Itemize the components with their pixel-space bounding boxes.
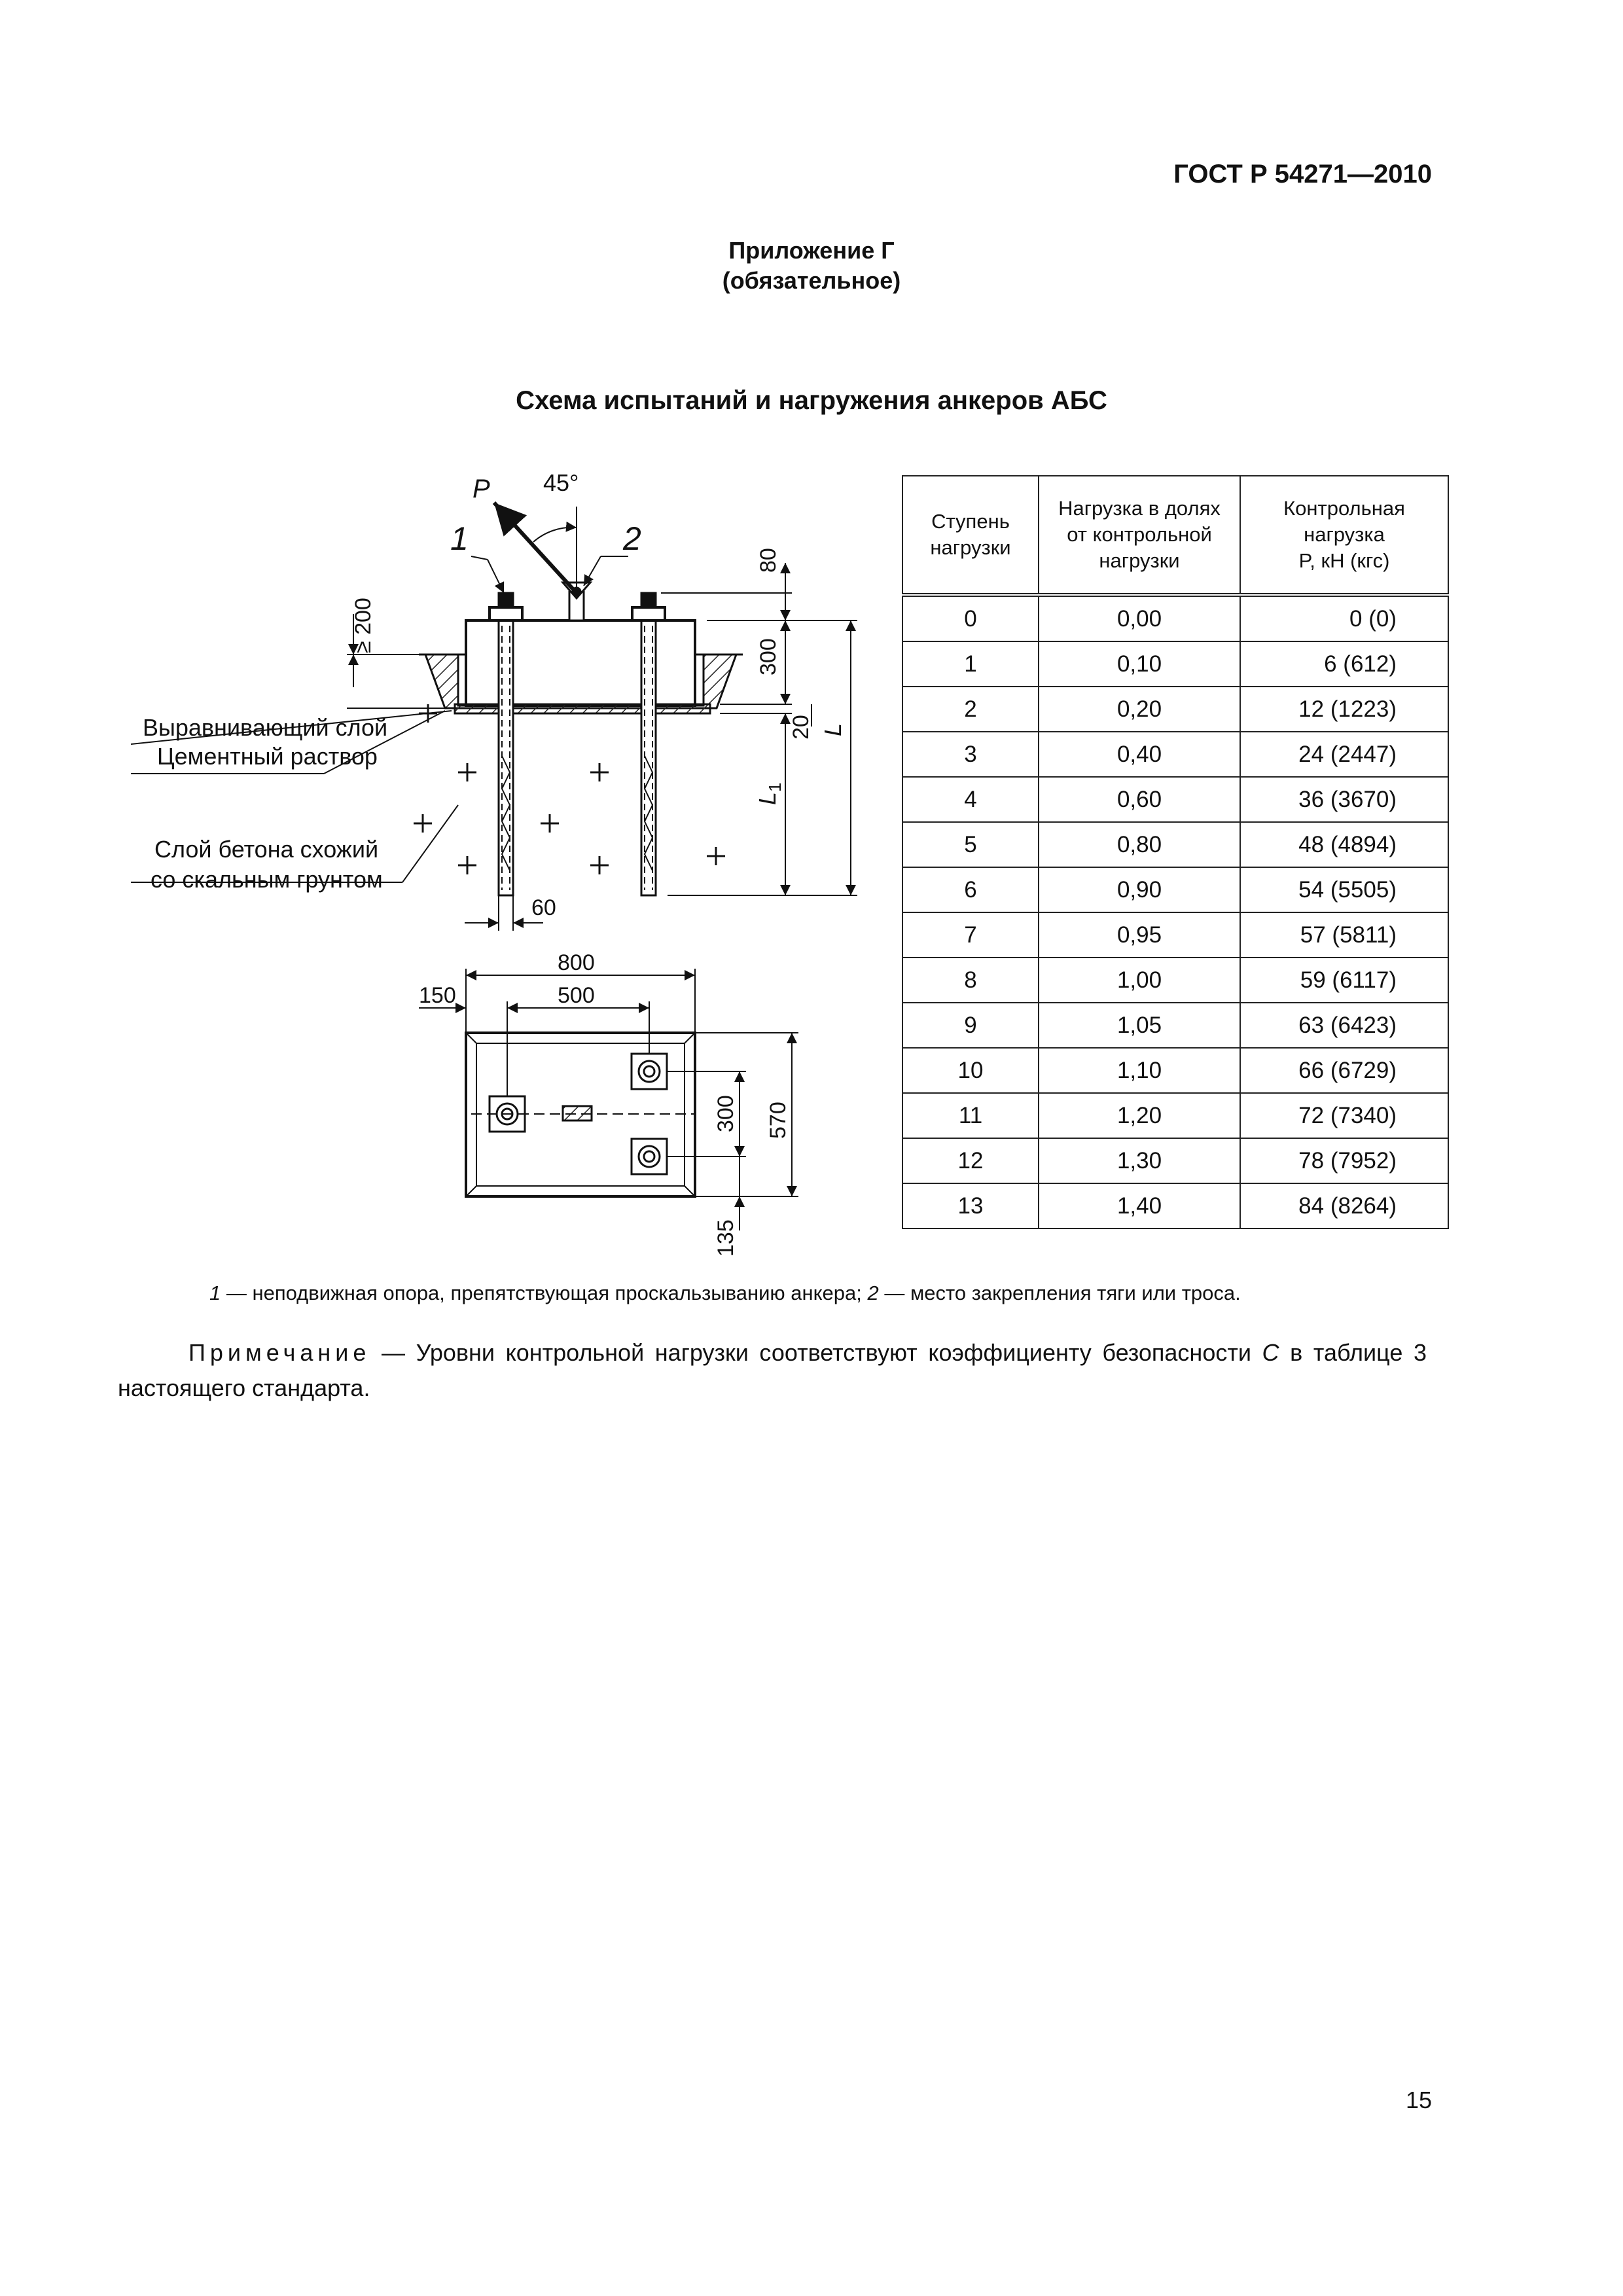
force-arrow <box>494 503 577 593</box>
table-row <box>902 1138 1448 1183</box>
table-row <box>902 732 1448 777</box>
cell-step: 9 <box>902 1003 1039 1048</box>
cell-control-load: 63 (6423) <box>1240 1003 1448 1048</box>
dim-20: 20 <box>789 715 813 740</box>
table-body <box>902 595 1448 1229</box>
table-row <box>902 1183 1448 1229</box>
table-row <box>902 867 1448 912</box>
mortar-layer <box>425 655 736 708</box>
cell-control-load: 72 (7340) <box>1240 1093 1448 1138</box>
cell-fraction: 0,10 <box>1039 641 1240 687</box>
header-control-load: Контрольная нагрузка P, кН (кгс) <box>1240 476 1448 595</box>
plan-anchor-bottom <box>632 1139 667 1174</box>
cell-control-load: 36 (3670) <box>1240 777 1448 822</box>
cell-step: 13 <box>902 1183 1039 1229</box>
leveling-plate <box>455 704 710 713</box>
cell-control-load: 0 (0) <box>1240 595 1448 641</box>
anchor-test-diagram <box>131 465 877 1263</box>
label-concrete-2: со скальным грунтом <box>151 866 383 893</box>
dim-135: 135 <box>713 1219 738 1257</box>
cell-control-load: 59 (6117) <box>1240 958 1448 1003</box>
header-step: Ступень нагрузки <box>902 476 1039 595</box>
cell-step: 1 <box>902 641 1039 687</box>
label-item1: 1 <box>450 520 469 557</box>
figure-caption <box>209 1282 1241 1305</box>
cell-control-load: 84 (8264) <box>1240 1183 1448 1229</box>
caption-item2-text: — место закрепления тяги или троса. <box>878 1282 1241 1304</box>
caption-item2-num: 2 <box>867 1282 879 1304</box>
cell-control-load: 54 (5505) <box>1240 867 1448 912</box>
cell-control-load: 57 (5811) <box>1240 912 1448 958</box>
table-row <box>902 687 1448 732</box>
note-lead: Примечание <box>188 1339 371 1366</box>
cell-fraction: 0,20 <box>1039 687 1240 732</box>
cell-step: 12 <box>902 1138 1039 1183</box>
anchor-rod-left <box>499 607 513 895</box>
cell-control-load: 6 (612) <box>1240 641 1448 687</box>
table-header-row <box>902 476 1448 595</box>
cell-control-load: 24 (2447) <box>1240 732 1448 777</box>
cell-fraction: 1,30 <box>1039 1138 1240 1183</box>
cell-fraction: 1,00 <box>1039 958 1240 1003</box>
cell-step: 0 <box>902 595 1039 641</box>
note <box>118 1335 1427 1406</box>
table-row <box>902 1093 1448 1138</box>
standard-number: ГОСТ Р 54271—2010 <box>1173 160 1432 188</box>
cell-fraction: 1,40 <box>1039 1183 1240 1229</box>
dim-L1: $L_1$ <box>754 782 785 805</box>
dim-570: 570 <box>766 1102 791 1139</box>
table-row <box>902 777 1448 822</box>
cell-fraction: 1,20 <box>1039 1093 1240 1138</box>
header-fraction: Нагрузка в долях от контрольной нагрузки <box>1039 476 1240 595</box>
caption-item1-num: 1 <box>209 1282 221 1304</box>
cell-control-load: 48 (4894) <box>1240 822 1448 867</box>
appendix-title: Приложение Г <box>728 237 895 264</box>
label-angle: 45° <box>543 469 579 496</box>
note-symbol: C <box>1262 1339 1279 1366</box>
table-row <box>902 595 1448 641</box>
note-text-2: в таблице 3 настоящего стандарта. <box>118 1339 1427 1401</box>
cell-step: 4 <box>902 777 1039 822</box>
dim-ge200: ≥ 200 <box>351 598 376 653</box>
cell-fraction: 1,05 <box>1039 1003 1240 1048</box>
label-leveling: Выравнивающий слой <box>143 714 388 741</box>
cell-control-load: 12 (1223) <box>1240 687 1448 732</box>
dim-150: 150 <box>419 983 456 1008</box>
caption-item1-text: — неподвижная опора, препятствующая проскальзыванию анкера; <box>221 1282 868 1304</box>
table-row <box>902 1048 1448 1093</box>
cell-control-load: 78 (7952) <box>1240 1138 1448 1183</box>
dim-80: 80 <box>756 548 781 573</box>
dim-300-plan: 300 <box>713 1095 738 1132</box>
appendix-heading <box>0 236 1623 296</box>
dim-L: L <box>819 723 846 736</box>
label-force: P <box>473 475 490 503</box>
page-number: 15 <box>1405 2087 1432 2113</box>
table-row <box>902 641 1448 687</box>
cell-step: 6 <box>902 867 1039 912</box>
cell-fraction: 0,60 <box>1039 777 1240 822</box>
cell-control-load: 66 (6729) <box>1240 1048 1448 1093</box>
cell-fraction: 0,00 <box>1039 595 1240 641</box>
label-item2: 2 <box>623 520 641 557</box>
soil-marks <box>414 704 725 874</box>
cell-fraction: 0,95 <box>1039 912 1240 958</box>
table-row <box>902 958 1448 1003</box>
cell-step: 8 <box>902 958 1039 1003</box>
dim-300-side: 300 <box>756 638 781 675</box>
table-row <box>902 912 1448 958</box>
cell-step: 10 <box>902 1048 1039 1093</box>
cell-fraction: 0,80 <box>1039 822 1240 867</box>
cell-fraction: 0,90 <box>1039 867 1240 912</box>
table-row <box>902 1003 1448 1048</box>
dim-60: 60 <box>531 895 556 920</box>
label-concrete-1: Слой бетона схожий <box>154 836 379 863</box>
cell-fraction: 0,40 <box>1039 732 1240 777</box>
table-row <box>902 822 1448 867</box>
label-mortar: Цементный раствор <box>157 743 378 770</box>
cell-step: 5 <box>902 822 1039 867</box>
cell-step: 11 <box>902 1093 1039 1138</box>
load-table <box>902 475 1449 1229</box>
cell-fraction: 1,10 <box>1039 1048 1240 1093</box>
dim-800: 800 <box>558 950 595 975</box>
cell-step: 2 <box>902 687 1039 732</box>
anchor-rod-right <box>641 607 656 895</box>
cell-step: 3 <box>902 732 1039 777</box>
appendix-status: (обязательное) <box>722 267 901 294</box>
scheme-title: Схема испытаний и нагружения анкеров АБС <box>516 386 1107 415</box>
note-text: — Уровни контрольной нагрузки соответствуют коэффициенту безопасности <box>370 1339 1262 1366</box>
plan-anchor-top <box>632 1054 667 1089</box>
cell-step: 7 <box>902 912 1039 958</box>
dim-500: 500 <box>558 983 595 1008</box>
